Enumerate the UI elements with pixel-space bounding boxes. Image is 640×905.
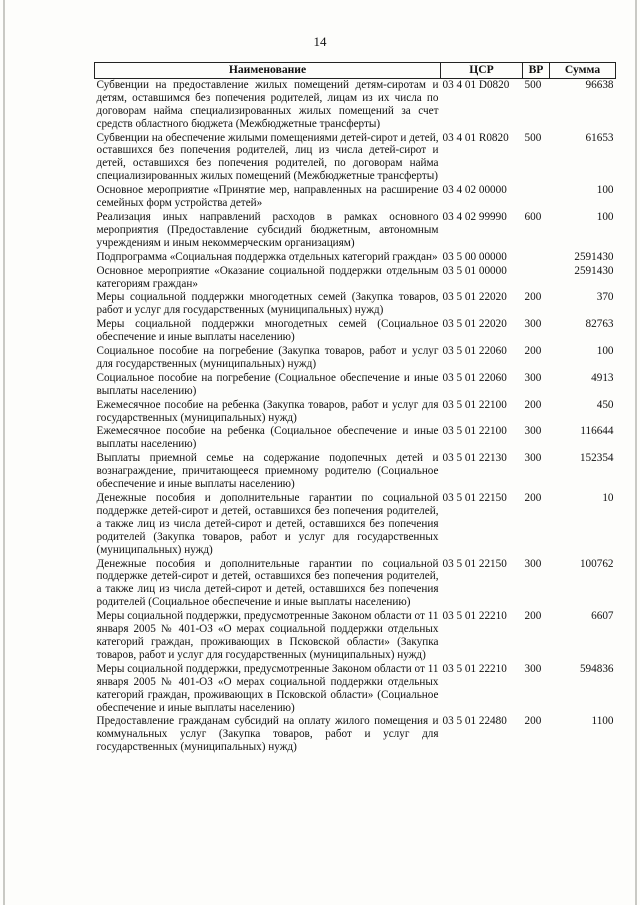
row-name: Подпрограмма «Социальная поддержка отдельных категорий граждан» <box>96 250 438 263</box>
scan-edge-left <box>3 0 5 905</box>
row-vr: 600 <box>524 210 542 223</box>
row-sum: 96638 <box>585 78 614 91</box>
row-vr: 200 <box>524 715 542 728</box>
row-sum: 61653 <box>585 131 614 144</box>
row-name: Ежемесячное пособие на ребенка (Закупка товаров, работ и услуг для государственных (муниципальных) нужд) <box>96 398 439 424</box>
row-name: Основное мероприятие «Оказание социальной поддержки отдельным категориям граждан» <box>96 264 439 290</box>
row-sum: 450 <box>596 398 614 411</box>
table-row <box>95 211 616 251</box>
row-csr: 03 5 01 22100 <box>442 398 507 411</box>
row-name: Меры социальной поддержки, предусмотренные Законом области от 11 января 2005 № 401-ОЗ «О мерах социальной поддержки отдельных категорий граждан, проживающих в Псковской области» (Социальное обеспечение и иные выплаты населению) <box>96 662 439 714</box>
row-sum: 116644 <box>580 425 614 438</box>
row-name: Субвенции на предоставление жилых помещений детям-сиротам и детям, оставшимся без попечения родителей, лицам из их числа по договорам найма специализированных жилых помещений за счет средств областного бюджета (Межбюджетные трансферты) <box>96 78 439 130</box>
table-row <box>95 425 616 452</box>
row-csr: 03 5 01 22210 <box>442 610 507 623</box>
row-vr: 300 <box>524 371 542 384</box>
row-csr: 03 5 01 00000 <box>442 264 507 277</box>
row-csr: 03 5 01 22060 <box>442 371 507 384</box>
row-sum: 594836 <box>579 662 614 675</box>
table-body <box>95 78 616 755</box>
row-csr: 03 5 01 22060 <box>442 345 507 358</box>
row-vr: 200 <box>524 610 542 623</box>
header-vr: ВР <box>523 63 550 79</box>
table-row <box>95 132 616 185</box>
table-row <box>95 715 616 755</box>
header-csr: ЦСР <box>441 63 523 79</box>
row-vr: 300 <box>524 662 542 675</box>
row-vr: 500 <box>524 78 542 91</box>
row-name: Меры социальной поддержки многодетных семей (Закупка товаров, работ и услуг для государственных (муниципальных) нужд) <box>96 291 439 317</box>
table-row <box>95 610 616 663</box>
row-sum: 100762 <box>579 557 614 570</box>
table-row <box>95 558 616 611</box>
row-vr: 200 <box>524 345 542 358</box>
row-vr: 300 <box>524 452 542 465</box>
row-vr: 500 <box>524 131 542 144</box>
row-name: Меры социальной поддержки многодетных семей (Социальное обеспечение и иные выплаты населению) <box>96 318 439 344</box>
row-csr: 03 5 01 22210 <box>442 662 507 675</box>
row-vr: 200 <box>524 291 542 304</box>
row-name: Предоставление гражданам субсидий на оплату жилого помещения и коммунальных услуг (Закупка товаров, работ и услуг для государственных (муниципальных) нужд) <box>96 715 439 754</box>
row-sum: 152354 <box>579 452 614 465</box>
row-sum: 370 <box>596 291 614 304</box>
row-name: Выплаты приемной семье на содержание подопечных детей и вознаграждение, причитающееся приемному родителю (Социальное обеспечение и иные выплаты населению) <box>96 452 439 491</box>
page-number: 14 <box>313 34 327 49</box>
row-csr: 03 5 01 22150 <box>442 492 507 504</box>
table-row <box>95 663 616 716</box>
row-sum: 10 <box>602 492 614 504</box>
table-row <box>95 452 616 492</box>
row-sum: 1100 <box>591 715 614 728</box>
table-row <box>95 251 616 265</box>
table-row <box>95 372 616 399</box>
row-name: Социальное пособие на погребение (Социальное обеспечение и иные выплаты населению) <box>96 371 439 397</box>
row-vr: 200 <box>524 492 542 504</box>
row-vr <box>523 251 550 265</box>
row-csr: 03 5 01 22150 <box>442 557 507 570</box>
table-row <box>95 399 616 426</box>
row-sum: 100 <box>596 345 614 358</box>
row-name: Основное мероприятие «Принятие мер, направленных на расширение семейных форм устройства детей» <box>96 184 439 210</box>
row-csr: 03 4 01 R0820 <box>442 131 509 144</box>
row-csr: 03 5 00 00000 <box>442 250 507 263</box>
row-sum: 6607 <box>591 610 614 623</box>
table-row <box>95 265 616 292</box>
table-row <box>95 492 616 558</box>
table-row <box>95 345 616 372</box>
row-name: Ежемесячное пособие на ребенка (Социальное обеспечение и иные выплаты населению) <box>96 425 439 451</box>
table-row <box>95 184 616 211</box>
header-name: Наименование <box>95 63 441 79</box>
table-row <box>95 78 616 131</box>
row-csr: 03 4 02 99990 <box>442 210 507 223</box>
row-name: Субвенции на обеспечение жилыми помещениями детей-сирот и детей, оставшихся без попечения родителей, лиц из числа детей-сирот и детей, оставшихся без попечения родителей, по договорам найма специализированных жилых помещений (Межбюджетные трансферты) <box>96 131 439 183</box>
row-vr: 300 <box>524 318 542 331</box>
row-vr <box>523 265 550 292</box>
row-csr: 03 5 01 22020 <box>442 291 507 304</box>
row-vr <box>523 184 550 211</box>
row-csr: 03 5 01 22100 <box>442 425 507 438</box>
row-csr: 03 4 01 D0820 <box>442 78 510 91</box>
table-header-row <box>95 63 616 79</box>
row-vr: 300 <box>524 557 542 570</box>
row-csr: 03 5 01 22480 <box>442 715 507 728</box>
row-sum: 82763 <box>585 318 614 331</box>
row-sum: 100 <box>596 184 614 197</box>
row-name: Меры социальной поддержки, предусмотренные Законом области от 11 января 2005 № 401-ОЗ «О мерах социальной поддержки отдельных категорий граждан, проживающих в Псковской области» (Закупка товаров, работ и услуг для государственных (муниципальных) нужд) <box>96 610 439 661</box>
budget-table <box>94 62 616 755</box>
row-name: Денежные пособия и дополнительные гарантии по социальной поддержке детей-сирот и детей, оставшихся без попечения родителей, а также лиц из числа детей-сирот и детей, оставшихся без попечения родителей (Закупка товаров, работ и услуг для государственных (муниципальных) нужд) <box>96 492 439 556</box>
scan-edge-right <box>635 0 637 905</box>
row-sum: 4913 <box>591 371 614 384</box>
table-row <box>95 318 616 345</box>
row-sum: 2591430 <box>574 264 614 277</box>
row-csr: 03 5 01 22130 <box>442 452 507 465</box>
row-vr: 300 <box>524 425 542 438</box>
header-sum: Сумма <box>550 63 616 79</box>
row-sum: 100 <box>596 210 614 223</box>
row-name: Социальное пособие на погребение (Закупка товаров, работ и услуг для государственных (муниципальных) нужд) <box>96 345 439 370</box>
row-name: Денежные пособия и дополнительные гарантии по социальной поддержке детей-сирот и детей, оставшихся без попечения родителей, а также лиц из числа детей-сирот и детей, оставшихся без попечения родителей (Социальное обеспечение и иные выплаты населению) <box>96 557 439 609</box>
row-vr: 200 <box>524 398 542 411</box>
row-csr: 03 4 02 00000 <box>442 184 507 197</box>
row-sum: 2591430 <box>574 250 614 263</box>
row-name: Реализация иных направлений расходов в рамках основного мероприятия (Предоставление субсидий бюджетным, автономным учреждениям и иным некоммерческим организациям) <box>96 210 439 249</box>
table-row <box>95 291 616 318</box>
row-csr: 03 5 01 22020 <box>442 318 507 331</box>
